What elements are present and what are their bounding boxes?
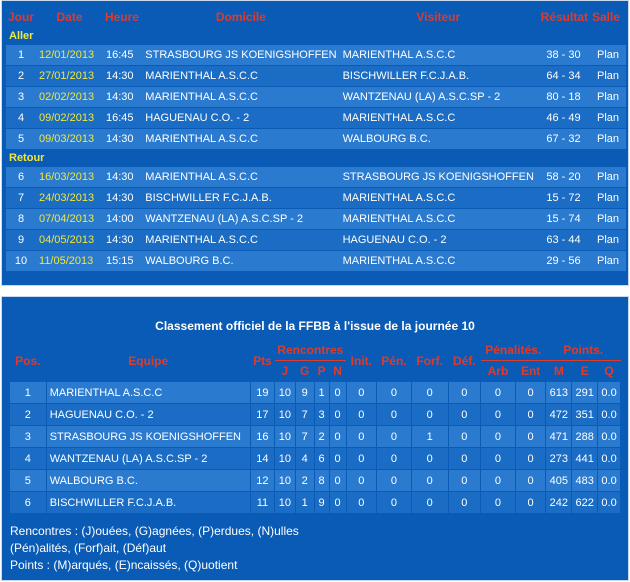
match-salle-link[interactable]: Plan xyxy=(590,87,626,108)
standings-q: 0.0 xyxy=(598,470,621,492)
match-visiteur: WALBOURG B.C. xyxy=(340,129,537,150)
col-date: Date xyxy=(56,10,83,24)
standings-pos: 4 xyxy=(10,448,47,470)
standings-p: 9 xyxy=(314,492,329,514)
standings-row xyxy=(10,426,621,448)
col-heure: Heure xyxy=(104,10,139,24)
col-q: Q xyxy=(604,364,614,378)
match-resultat: 63 - 44 xyxy=(537,230,590,251)
match-visiteur: MARIENTHAL A.S.C.C xyxy=(340,45,537,66)
match-visiteur: MARIENTHAL A.S.C.C xyxy=(340,188,537,209)
match-visiteur: MARIENTHAL A.S.C.C xyxy=(340,209,537,230)
standings-g: 4 xyxy=(295,448,314,470)
match-row xyxy=(6,45,626,66)
match-date: 27/01/2013 xyxy=(36,66,103,87)
standings-def: 0 xyxy=(448,492,481,514)
standings-pts: 12 xyxy=(250,470,274,492)
match-resultat: 64 - 34 xyxy=(537,66,590,87)
col-def: Déf. xyxy=(452,353,476,368)
match-date: 04/05/2013 xyxy=(36,230,103,251)
standings-header-row-1 xyxy=(10,340,621,361)
standings-pos: 6 xyxy=(10,492,47,514)
match-jour: 3 xyxy=(6,87,36,108)
match-row xyxy=(6,230,626,251)
match-resultat: 29 - 56 xyxy=(537,251,590,272)
standings-q: 0.0 xyxy=(598,448,621,470)
match-date: 12/01/2013 xyxy=(36,45,103,66)
standings-n: 0 xyxy=(329,448,346,470)
standings-j: 10 xyxy=(275,448,295,470)
match-domicile: STRASBOURG JS KOENIGSHOFFEN xyxy=(142,45,339,66)
standings-p: 8 xyxy=(314,470,329,492)
standings-pts: 16 xyxy=(250,426,274,448)
standings-row xyxy=(10,404,621,426)
match-visiteur: STRASBOURG JS KOENIGSHOFFEN xyxy=(340,167,537,188)
standings-equipe: HAGUENAU C.O. - 2 xyxy=(46,404,250,426)
match-date: 16/03/2013 xyxy=(36,167,103,188)
match-jour: 9 xyxy=(6,230,36,251)
standings-ent: 0 xyxy=(515,382,546,404)
match-resultat: 15 - 74 xyxy=(537,209,590,230)
col-pen: Pén. xyxy=(381,353,407,368)
standings-q: 0.0 xyxy=(598,404,621,426)
match-heure: 14:30 xyxy=(103,66,142,87)
standings-n: 0 xyxy=(329,492,346,514)
phase-label: Retour xyxy=(6,150,626,167)
match-heure: 16:45 xyxy=(103,45,142,66)
standings-init: 0 xyxy=(346,426,377,448)
col-g: G xyxy=(299,364,310,378)
match-jour: 5 xyxy=(6,129,36,150)
standings-g: 9 xyxy=(295,382,314,404)
standings-forf: 0 xyxy=(411,492,448,514)
legend-line: (Pén)alités, (Forf)ait, (Déf)aut xyxy=(10,541,167,555)
standings-forf: 0 xyxy=(411,404,448,426)
match-salle-link[interactable]: Plan xyxy=(590,129,626,150)
standings-pts: 11 xyxy=(250,492,274,514)
standings-n: 0 xyxy=(329,382,346,404)
match-date: 02/02/2013 xyxy=(36,87,103,108)
standings-row xyxy=(10,492,621,514)
match-heure: 14:30 xyxy=(103,230,142,251)
standings-e: 288 xyxy=(572,426,598,448)
match-date: 09/02/2013 xyxy=(36,108,103,129)
standings-legend xyxy=(10,523,299,574)
col-pos: Pos. xyxy=(15,353,41,368)
standings-n: 0 xyxy=(329,426,346,448)
match-salle-link[interactable]: Plan xyxy=(590,167,626,188)
standings-forf: 0 xyxy=(411,382,448,404)
standings-g: 1 xyxy=(295,492,314,514)
match-row xyxy=(6,108,626,129)
standings-arb: 0 xyxy=(481,492,516,514)
col-forf: Forf. xyxy=(416,353,443,368)
standings-m: 613 xyxy=(546,382,572,404)
match-resultat: 38 - 30 xyxy=(537,45,590,66)
match-row xyxy=(6,188,626,209)
standings-forf: 0 xyxy=(411,448,448,470)
col-p: P xyxy=(317,364,326,378)
match-domicile: MARIENTHAL A.S.C.C xyxy=(142,129,339,150)
standings-pen: 0 xyxy=(377,470,412,492)
match-heure: 15:15 xyxy=(103,251,142,272)
col-n: N xyxy=(333,364,342,378)
standings-e: 441 xyxy=(572,448,598,470)
standings-q: 0.0 xyxy=(598,382,621,404)
group-points: Points. xyxy=(546,340,621,361)
standings-g: 7 xyxy=(295,426,314,448)
match-jour: 8 xyxy=(6,209,36,230)
standings-arb: 0 xyxy=(481,404,516,426)
match-row xyxy=(6,251,626,272)
col-e: E xyxy=(580,364,589,378)
standings-arb: 0 xyxy=(481,382,516,404)
standings-p: 2 xyxy=(314,426,329,448)
standings-def: 0 xyxy=(448,426,481,448)
standings-e: 291 xyxy=(572,382,598,404)
standings-pts: 17 xyxy=(250,404,274,426)
phase-row xyxy=(6,150,626,167)
standings-def: 0 xyxy=(448,470,481,492)
standings-equipe: STRASBOURG JS KOENIGSHOFFEN xyxy=(46,426,250,448)
standings-arb: 0 xyxy=(481,448,516,470)
group-penalites: Pénalités. xyxy=(481,340,546,361)
standings-pen: 0 xyxy=(377,426,412,448)
standings-pts: 14 xyxy=(250,448,274,470)
col-pts: Pts xyxy=(253,353,272,368)
standings-init: 0 xyxy=(346,382,377,404)
standings-panel xyxy=(1,296,629,581)
match-date: 24/03/2013 xyxy=(36,188,103,209)
standings-pos: 2 xyxy=(10,404,47,426)
standings-p: 3 xyxy=(314,404,329,426)
standings-j: 10 xyxy=(275,426,295,448)
legend-line: Rencontres : (J)ouées, (G)agnées, (P)erdues, (N)ulles xyxy=(10,524,299,538)
standings-pen: 0 xyxy=(377,404,412,426)
col-salle: Salle xyxy=(592,10,621,24)
standings-e: 351 xyxy=(572,404,598,426)
match-visiteur: HAGUENAU C.O. - 2 xyxy=(340,230,537,251)
match-domicile: MARIENTHAL A.S.C.C xyxy=(142,230,339,251)
standings-ent: 0 xyxy=(515,470,546,492)
standings-def: 0 xyxy=(448,382,481,404)
match-domicile: WALBOURG B.C. xyxy=(142,251,339,272)
standings-j: 10 xyxy=(275,404,295,426)
standings-j: 10 xyxy=(275,382,295,404)
match-jour: 7 xyxy=(6,188,36,209)
match-row xyxy=(6,87,626,108)
standings-init: 0 xyxy=(346,470,377,492)
standings-init: 0 xyxy=(346,448,377,470)
standings-arb: 0 xyxy=(481,470,516,492)
standings-pos: 5 xyxy=(10,470,47,492)
col-ent: Ent xyxy=(520,364,541,378)
standings-p: 1 xyxy=(314,382,329,404)
standings-forf: 1 xyxy=(411,426,448,448)
match-row xyxy=(6,167,626,188)
standings-e: 622 xyxy=(572,492,598,514)
standings-q: 0.0 xyxy=(598,426,621,448)
col-equipe: Equipe xyxy=(128,353,169,368)
col-init: Init. xyxy=(350,353,372,368)
standings-equipe: WALBOURG B.C. xyxy=(46,470,250,492)
match-resultat: 80 - 18 xyxy=(537,87,590,108)
standings-ent: 0 xyxy=(515,426,546,448)
match-visiteur: MARIENTHAL A.S.C.C xyxy=(340,108,537,129)
match-salle-link[interactable]: Plan xyxy=(590,108,626,129)
standings-init: 0 xyxy=(346,404,377,426)
match-jour: 2 xyxy=(6,66,36,87)
standings-p: 6 xyxy=(314,448,329,470)
standings-equipe: BISCHWILLER F.C.J.A.B. xyxy=(46,492,250,514)
standings-n: 0 xyxy=(329,404,346,426)
match-row xyxy=(6,66,626,87)
match-domicile: BISCHWILLER F.C.J.A.B. xyxy=(142,188,339,209)
standings-pos: 3 xyxy=(10,426,47,448)
match-visiteur: WANTZENAU (LA) A.S.C.SP - 2 xyxy=(340,87,537,108)
standings-n: 0 xyxy=(329,470,346,492)
standings-ent: 0 xyxy=(515,448,546,470)
match-jour: 4 xyxy=(6,108,36,129)
standings-m: 405 xyxy=(546,470,572,492)
standings-m: 471 xyxy=(546,426,572,448)
standings-ent: 0 xyxy=(515,492,546,514)
match-date: 07/04/2013 xyxy=(36,209,103,230)
col-visiteur: Visiteur xyxy=(416,10,461,24)
standings-ent: 0 xyxy=(515,404,546,426)
standings-g: 2 xyxy=(295,470,314,492)
standings-arb: 0 xyxy=(481,426,516,448)
standings-table xyxy=(9,340,621,514)
standings-init: 0 xyxy=(346,492,377,514)
standings-equipe: WANTZENAU (LA) A.S.C.SP - 2 xyxy=(46,448,250,470)
col-arb: Arb xyxy=(487,364,509,378)
match-jour: 1 xyxy=(6,45,36,66)
match-salle-link[interactable]: Plan xyxy=(590,209,626,230)
standings-pen: 0 xyxy=(377,382,412,404)
standings-title: Classement officiel de la FFBB à l'issue de la journée 10 xyxy=(155,319,475,333)
match-domicile: HAGUENAU C.O. - 2 xyxy=(142,108,339,129)
standings-q: 0.0 xyxy=(598,492,621,514)
match-salle-link[interactable]: Plan xyxy=(590,45,626,66)
col-m: M xyxy=(553,364,564,378)
legend-line: Points : (M)arqués, (E)ncaissés, (Q)uotient xyxy=(10,558,238,572)
standings-row xyxy=(10,470,621,492)
match-domicile: MARIENTHAL A.S.C.C xyxy=(142,87,339,108)
standings-row xyxy=(10,448,621,470)
standings-m: 273 xyxy=(546,448,572,470)
match-date: 11/05/2013 xyxy=(36,251,103,272)
standings-j: 10 xyxy=(275,470,295,492)
phase-row xyxy=(6,28,626,45)
match-resultat: 67 - 32 xyxy=(537,129,590,150)
match-jour: 10 xyxy=(6,251,36,272)
standings-def: 0 xyxy=(448,404,481,426)
col-domicile: Domicile xyxy=(215,10,266,24)
match-salle-link[interactable]: Plan xyxy=(590,251,626,272)
standings-pts: 19 xyxy=(250,382,274,404)
standings-m: 472 xyxy=(546,404,572,426)
standings-def: 0 xyxy=(448,448,481,470)
match-domicile: MARIENTHAL A.S.C.C xyxy=(142,167,339,188)
match-heure: 14:30 xyxy=(103,167,142,188)
match-row xyxy=(6,209,626,230)
standings-equipe: MARIENTHAL A.S.C.C xyxy=(46,382,250,404)
standings-pos: 1 xyxy=(10,382,47,404)
match-visiteur: BISCHWILLER F.C.J.A.B. xyxy=(340,66,537,87)
phase-label: Aller xyxy=(6,28,626,45)
match-heure: 14:30 xyxy=(103,129,142,150)
standings-m: 242 xyxy=(546,492,572,514)
match-resultat: 58 - 20 xyxy=(537,167,590,188)
match-domicile: MARIENTHAL A.S.C.C xyxy=(142,66,339,87)
match-salle-link[interactable]: Plan xyxy=(590,66,626,87)
col-resultat: Résultat xyxy=(540,10,588,24)
standings-row xyxy=(10,382,621,404)
match-heure: 16:45 xyxy=(103,108,142,129)
match-date: 09/03/2013 xyxy=(36,129,103,150)
group-rencontres: Rencontres xyxy=(275,340,346,361)
match-heure: 14:30 xyxy=(103,188,142,209)
schedule-header-row xyxy=(6,6,626,28)
match-row xyxy=(6,129,626,150)
standings-e: 483 xyxy=(572,470,598,492)
col-jour: Jour xyxy=(8,10,35,24)
match-heure: 14:00 xyxy=(103,209,142,230)
match-resultat: 15 - 72 xyxy=(537,188,590,209)
match-jour: 6 xyxy=(6,167,36,188)
standings-pen: 0 xyxy=(377,448,412,470)
col-j: J xyxy=(281,364,289,378)
standings-g: 7 xyxy=(295,404,314,426)
match-salle-link[interactable]: Plan xyxy=(590,188,626,209)
match-heure: 14:30 xyxy=(103,87,142,108)
standings-pen: 0 xyxy=(377,492,412,514)
schedule-panel xyxy=(1,0,629,286)
match-resultat: 46 - 49 xyxy=(537,108,590,129)
match-visiteur: MARIENTHAL A.S.C.C xyxy=(340,251,537,272)
match-domicile: WANTZENAU (LA) A.S.C.SP - 2 xyxy=(142,209,339,230)
standings-j: 10 xyxy=(275,492,295,514)
standings-forf: 0 xyxy=(411,470,448,492)
schedule-table xyxy=(6,6,626,272)
match-salle-link[interactable]: Plan xyxy=(590,230,626,251)
